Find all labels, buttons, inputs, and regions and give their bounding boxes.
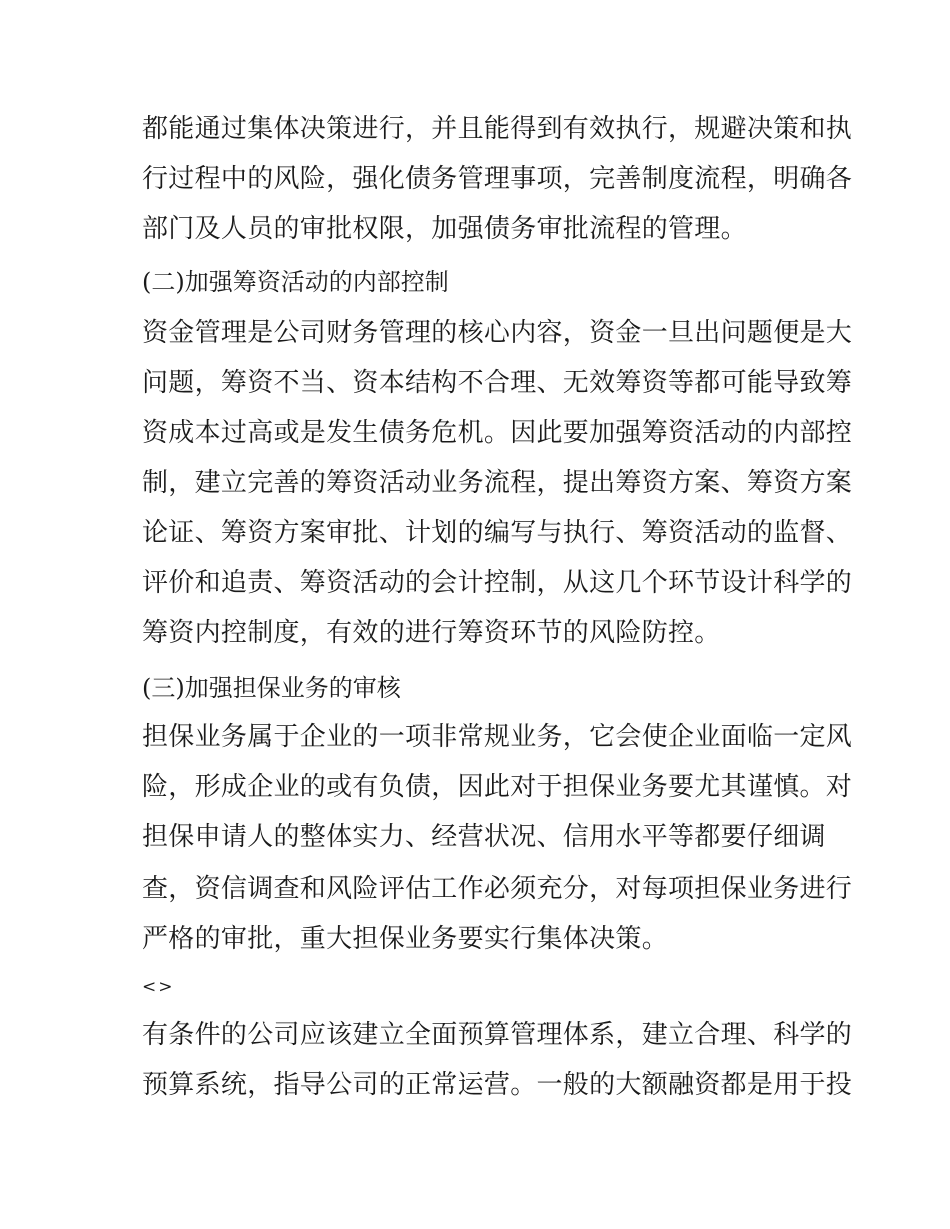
paragraph-line: 论证、筹资方案审批、计划的编写与执行、筹资活动的监督、 — [142, 518, 853, 548]
paragraph-line: 部门及人员的审批权限，加强债务审批流程的管理。 — [142, 214, 747, 244]
section-heading-2: (二)加强筹资活动的内部控制 — [142, 268, 449, 296]
paragraph-line: 问题，筹资不当、资本结构不合理、无效筹资等都可能导致筹 — [142, 368, 853, 398]
paragraph-line: 制，建立完善的筹资活动业务流程，提出筹资方案、筹资方案 — [142, 468, 853, 498]
paragraph-line: 担保业务属于企业的一项非常规业务，它会使企业面临一定风 — [142, 722, 853, 752]
paragraph-line: 评价和追责、筹资活动的会计控制，从这几个环节设计科学的 — [142, 568, 853, 598]
paragraph-line: 资成本过高或是发生债务危机。因此要加强筹资活动的内部控 — [142, 418, 853, 448]
paragraph-line: 险，形成企业的或有负债，因此对于担保业务要尤其谨慎。对 — [142, 772, 853, 802]
paragraph-line: 筹资内控制度，有效的进行筹资环节的风险防控。 — [142, 618, 721, 648]
paragraph-line: 查，资信调查和风险评估工作必须充分，对每项担保业务进行 — [142, 874, 853, 904]
paragraph-line: 行过程中的风险，强化债务管理事项，完善制度流程，明确各 — [142, 164, 853, 194]
paragraph-line: 都能通过集体决策进行，并且能得到有效执行，规避决策和执 — [142, 114, 853, 144]
section-heading-3: (三)加强担保业务的审核 — [142, 674, 401, 702]
paragraph-line: 有条件的公司应该建立全面预算管理体系，建立合理、科学的 — [142, 1020, 853, 1050]
placeholder-marker: <> — [142, 977, 175, 997]
paragraph-line: 担保申请人的整体实力、经营状况、信用水平等都要仔细调 — [142, 822, 826, 852]
paragraph-line: 预算系统，指导公司的正常运营。一般的大额融资都是用于投 — [142, 1070, 853, 1100]
paragraph-line: 资金管理是公司财务管理的核心内容，资金一旦出问题便是大 — [142, 318, 853, 348]
paragraph-line: 严格的审批，重大担保业务要实行集体决策。 — [142, 924, 669, 954]
